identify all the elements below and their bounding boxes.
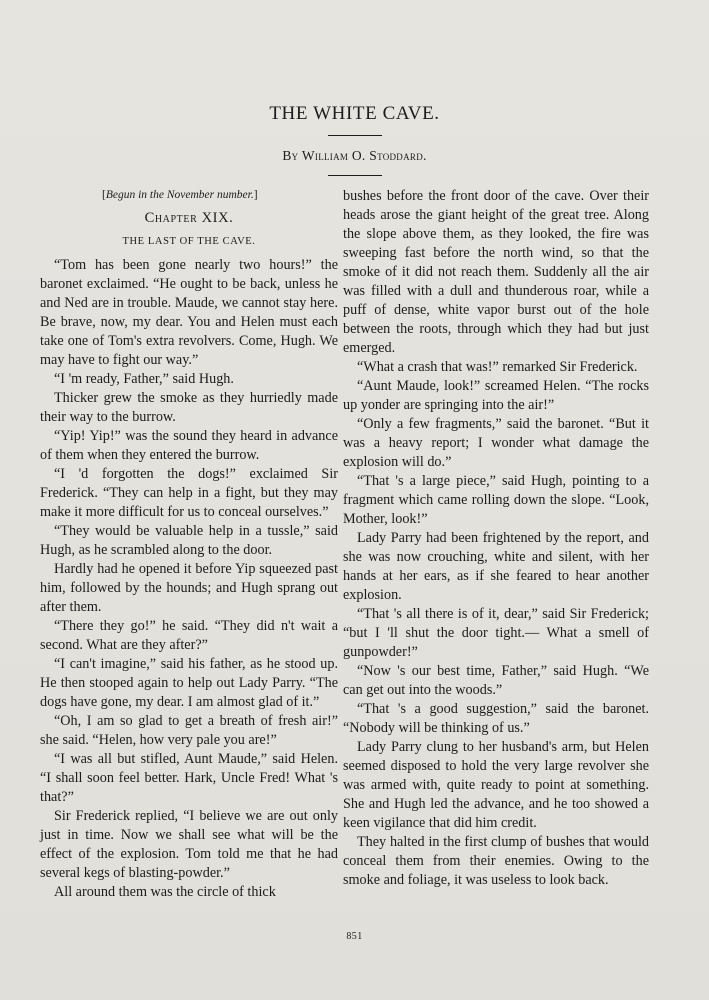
chapter-subtitle: THE LAST OF THE CAVE. <box>122 236 256 247</box>
paragraph: Hardly had he opened it before Yip squeezed past him, followed by the hounds; and Hugh sprang out after them. <box>40 561 338 615</box>
byline-rule <box>328 175 382 176</box>
paragraph: “Now 's our best time, Father,” said Hugh. “We can get out into the woods.” <box>343 663 649 698</box>
paragraph: “That 's a large piece,” said Hugh, pointing to a fragment which came rolling down the slope. “Look, Mother, look!” <box>343 473 649 527</box>
paragraph: “I was all but stifled, Aunt Maude,” said Helen. “I shall soon feel better. Hark, Uncle Fred! What 's that?” <box>40 751 338 805</box>
story-title: THE WHITE CAVE. <box>269 103 440 124</box>
serial-note: [Begun in the November number.] <box>102 189 258 201</box>
paragraph: “Oh, I am so glad to get a breath of fresh air!” she said. “Helen, how very pale you are!” <box>40 713 338 748</box>
paragraph: “I can't imagine,” said his father, as he stood up. He then stooped again to help out Lady Parry. “The dogs have gone, my dear. I am almost glad of it.” <box>40 656 338 710</box>
paragraph: “That 's a good suggestion,” said the baronet. “Nobody will be thinking of us.” <box>343 701 649 736</box>
serial-note-text: Begun in the November number. <box>105 189 254 201</box>
paragraph: “Aunt Maude, look!” screamed Helen. “The rocks up yonder are springing into the air!” <box>343 378 649 413</box>
paragraph: “Yip! Yip!” was the sound they heard in advance of them when they entered the burrow. <box>40 428 338 463</box>
paragraph: Lady Parry had been frightened by the report, and she was now crouching, white and silent, with her hands at her ears, as if she feared to hear another explosion. <box>343 530 649 603</box>
chapter-heading: Chapter XIX. <box>144 210 234 226</box>
paragraph: “What a crash that was!” remarked Sir Frederick. <box>357 359 638 375</box>
paragraph: Lady Parry clung to her husband's arm, but Helen seemed disposed to hold the very large revolver she was armed with, quite ready to point at something. She and Hugh led the advance, and he too showed a keen vigilance that did him credit. <box>343 739 649 831</box>
paragraph: “I 'd forgotten the dogs!” exclaimed Sir Frederick. “They can help in a fight, but they may make it more difficult for us to conceal ourselves.” <box>40 466 338 520</box>
paragraph: “Tom has been gone nearly two hours!” the baronet exclaimed. “He ought to be back, unless he and Ned are in trouble. Maude, we cannot stay here. Be brave, now, my dear. You and Helen must each take one of Tom's extra revolvers. Come, Hugh. We may have to fight our way.” <box>40 257 338 368</box>
paragraph: They halted in the first clump of bushes that would conceal them from their enemies. Owing to the smoke and foliage, it was useless to look back. <box>343 834 649 888</box>
continued-paragraph: bushes before the front door of the cave. Over their heads arose the giant height of the great tree. Along the slope above them, as they looked, the fire was sweeping fast before the north wind, so that the smoke of it did not reach them. Suddenly all the air was filled with a dull and thunderous roar, while a puff of dense, white vapor burst out of the hole between the roots, through which they had but just emerged. <box>343 188 649 356</box>
paragraph: “They would be valuable help in a tussle,” said Hugh, as he scrambled along to the door. <box>40 523 338 558</box>
byline-author: William O. Stoddard. <box>301 148 427 163</box>
paragraph: All around them was the circle of thick <box>54 884 276 900</box>
right-column <box>343 187 649 890</box>
paragraph: “There they go!” he said. “They did n't wait a second. What are they after?” <box>40 618 338 653</box>
paragraph: Sir Frederick replied, “I believe we are out only just in time. Now we shall see what will be the effect of the explosion. Tom told me that he had several kegs of blasting-powder.” <box>40 808 338 881</box>
title-rule <box>328 135 382 136</box>
paragraph: “That 's all there is of it, dear,” said Sir Frederick; “but I 'll shut the door tight.— What a smell of gunpowder!” <box>343 606 649 660</box>
page-number: 851 <box>346 931 363 942</box>
left-column <box>40 186 338 902</box>
byline-prefix: By <box>282 148 302 163</box>
paragraph: Thicker grew the smoke as they hurriedly made their way to the burrow. <box>40 390 338 425</box>
paragraph: “Only a few fragments,” said the baronet. “But it was a heavy report; I wonder what damage the explosion will do.” <box>343 416 649 470</box>
byline <box>0 148 709 164</box>
paragraph: “I 'm ready, Father,” said Hugh. <box>54 371 234 387</box>
